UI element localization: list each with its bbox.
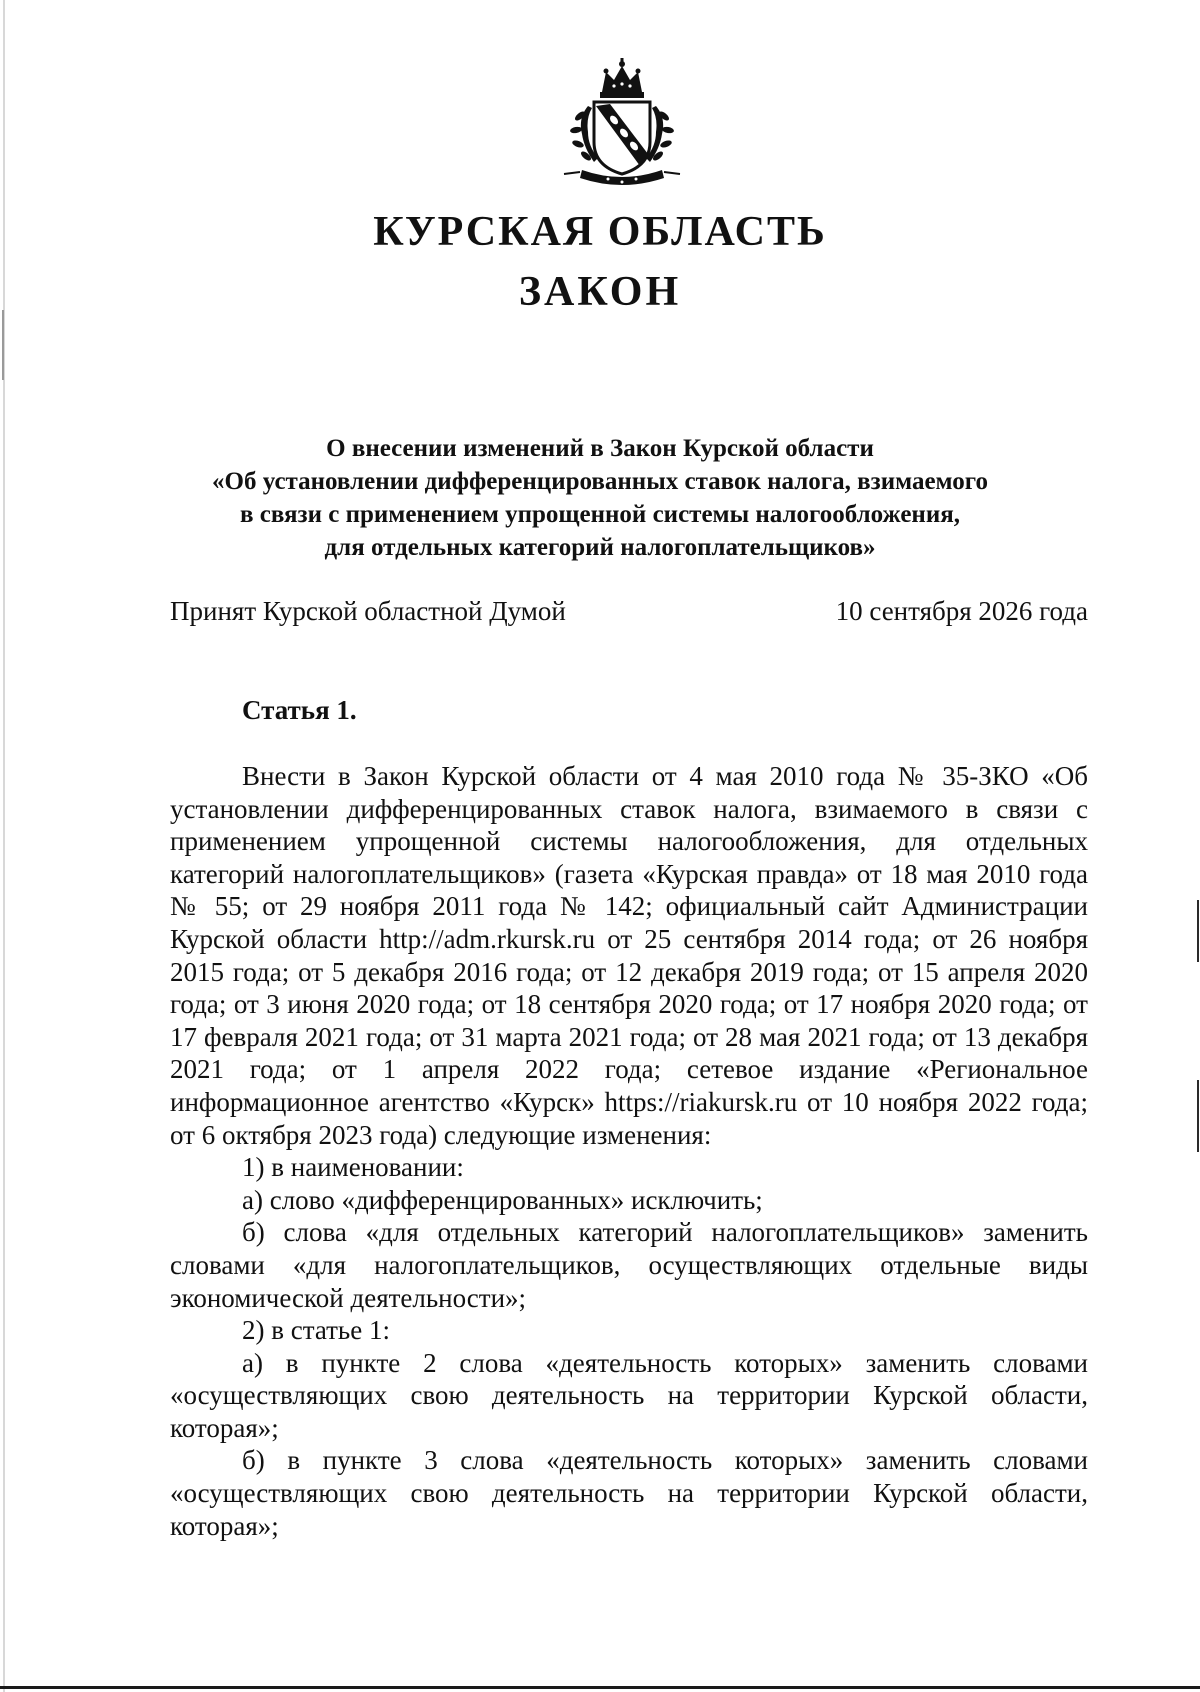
law-title [150, 432, 1050, 564]
article-paragraph: 2) в статье 1: [242, 1315, 390, 1346]
law-title-line: для отдельных категорий налогоплательщиков» [324, 534, 876, 561]
article-paragraph: б) в пункте 3 слова «деятельность которых» заменить словами «осуществляющих свою деятельность на территории Курской области, которая»; [170, 1445, 1088, 1541]
article-paragraph: а) слово «дифференцированных» исключить; [242, 1184, 763, 1215]
document-type: ЗАКОН [518, 269, 682, 315]
article-body [170, 760, 1088, 1542]
article-paragraph: б) слова «для отдельных категорий налогоплательщиков» заменить словами «для налогоплательщиков, осуществляющих отдельные виды экономической деятельности»; [170, 1217, 1088, 1313]
region-title: КУРСКАЯ ОБЛАСТЬ [373, 209, 827, 255]
law-title-line: О внесении изменений в Закон Курской области [326, 435, 874, 462]
article-heading: Статья 1. [242, 695, 357, 725]
adopting-body: Принят Курской областной Думой [170, 596, 566, 626]
law-title-line: в связи с применением упрощенной системы налогообложения, [240, 501, 960, 528]
scan-edge-bottom [0, 1686, 1200, 1689]
adoption-line [170, 596, 1088, 627]
article-paragraph: 1) в наименовании: [242, 1152, 464, 1183]
kursk-coat-of-arms-icon [558, 58, 686, 192]
scan-mark [1197, 1080, 1199, 1152]
adoption-date: 10 сентября 2026 года [835, 596, 1088, 626]
article-paragraph: Внести в Закон Курской области от 4 мая 2010 года № 35-ЗКО «Об установлении дифференцированных ставок налога, взимаемого в связи с применением упрощенной системы налогообложения, для отдельных категорий налогоплательщиков» (газета «Курская правда» от 18 мая 2010 года № 55; от 29 ноября 2011 года № 142; официальный сайт Администрации Курской области http://adm.rkursk.ru от 25 сентября 2014 года; от 26 ноября 2015 года; от 5 декабря 2016 года; от 12 декабря 2019 года; от 15 апреля 2020 года; от 3 июня 2020 года; от 18 сентября 2020 года; от 17 ноября 2020 года; от 17 февраля 2021 года; от 31 марта 2021 года; от 28 мая 2021 года; от 13 декабря 2021 года; от 1 апреля 2022 года; сетевое издание «Региональное информационное агентство «Курск» https://riakursk.ru от 10 ноября 2022 года; от 6 октября 2023 года) следующие изменения: [170, 761, 1088, 1150]
law-title-line: «Об установлении дифференцированных ставок налога, взимаемого [212, 468, 988, 495]
scan-mark [1197, 900, 1199, 962]
article-paragraph: а) в пункте 2 слова «деятельность которых» заменить словами «осуществляющих свою деятельность на территории Курской области, которая»; [170, 1347, 1088, 1443]
scan-mark [2, 310, 4, 380]
